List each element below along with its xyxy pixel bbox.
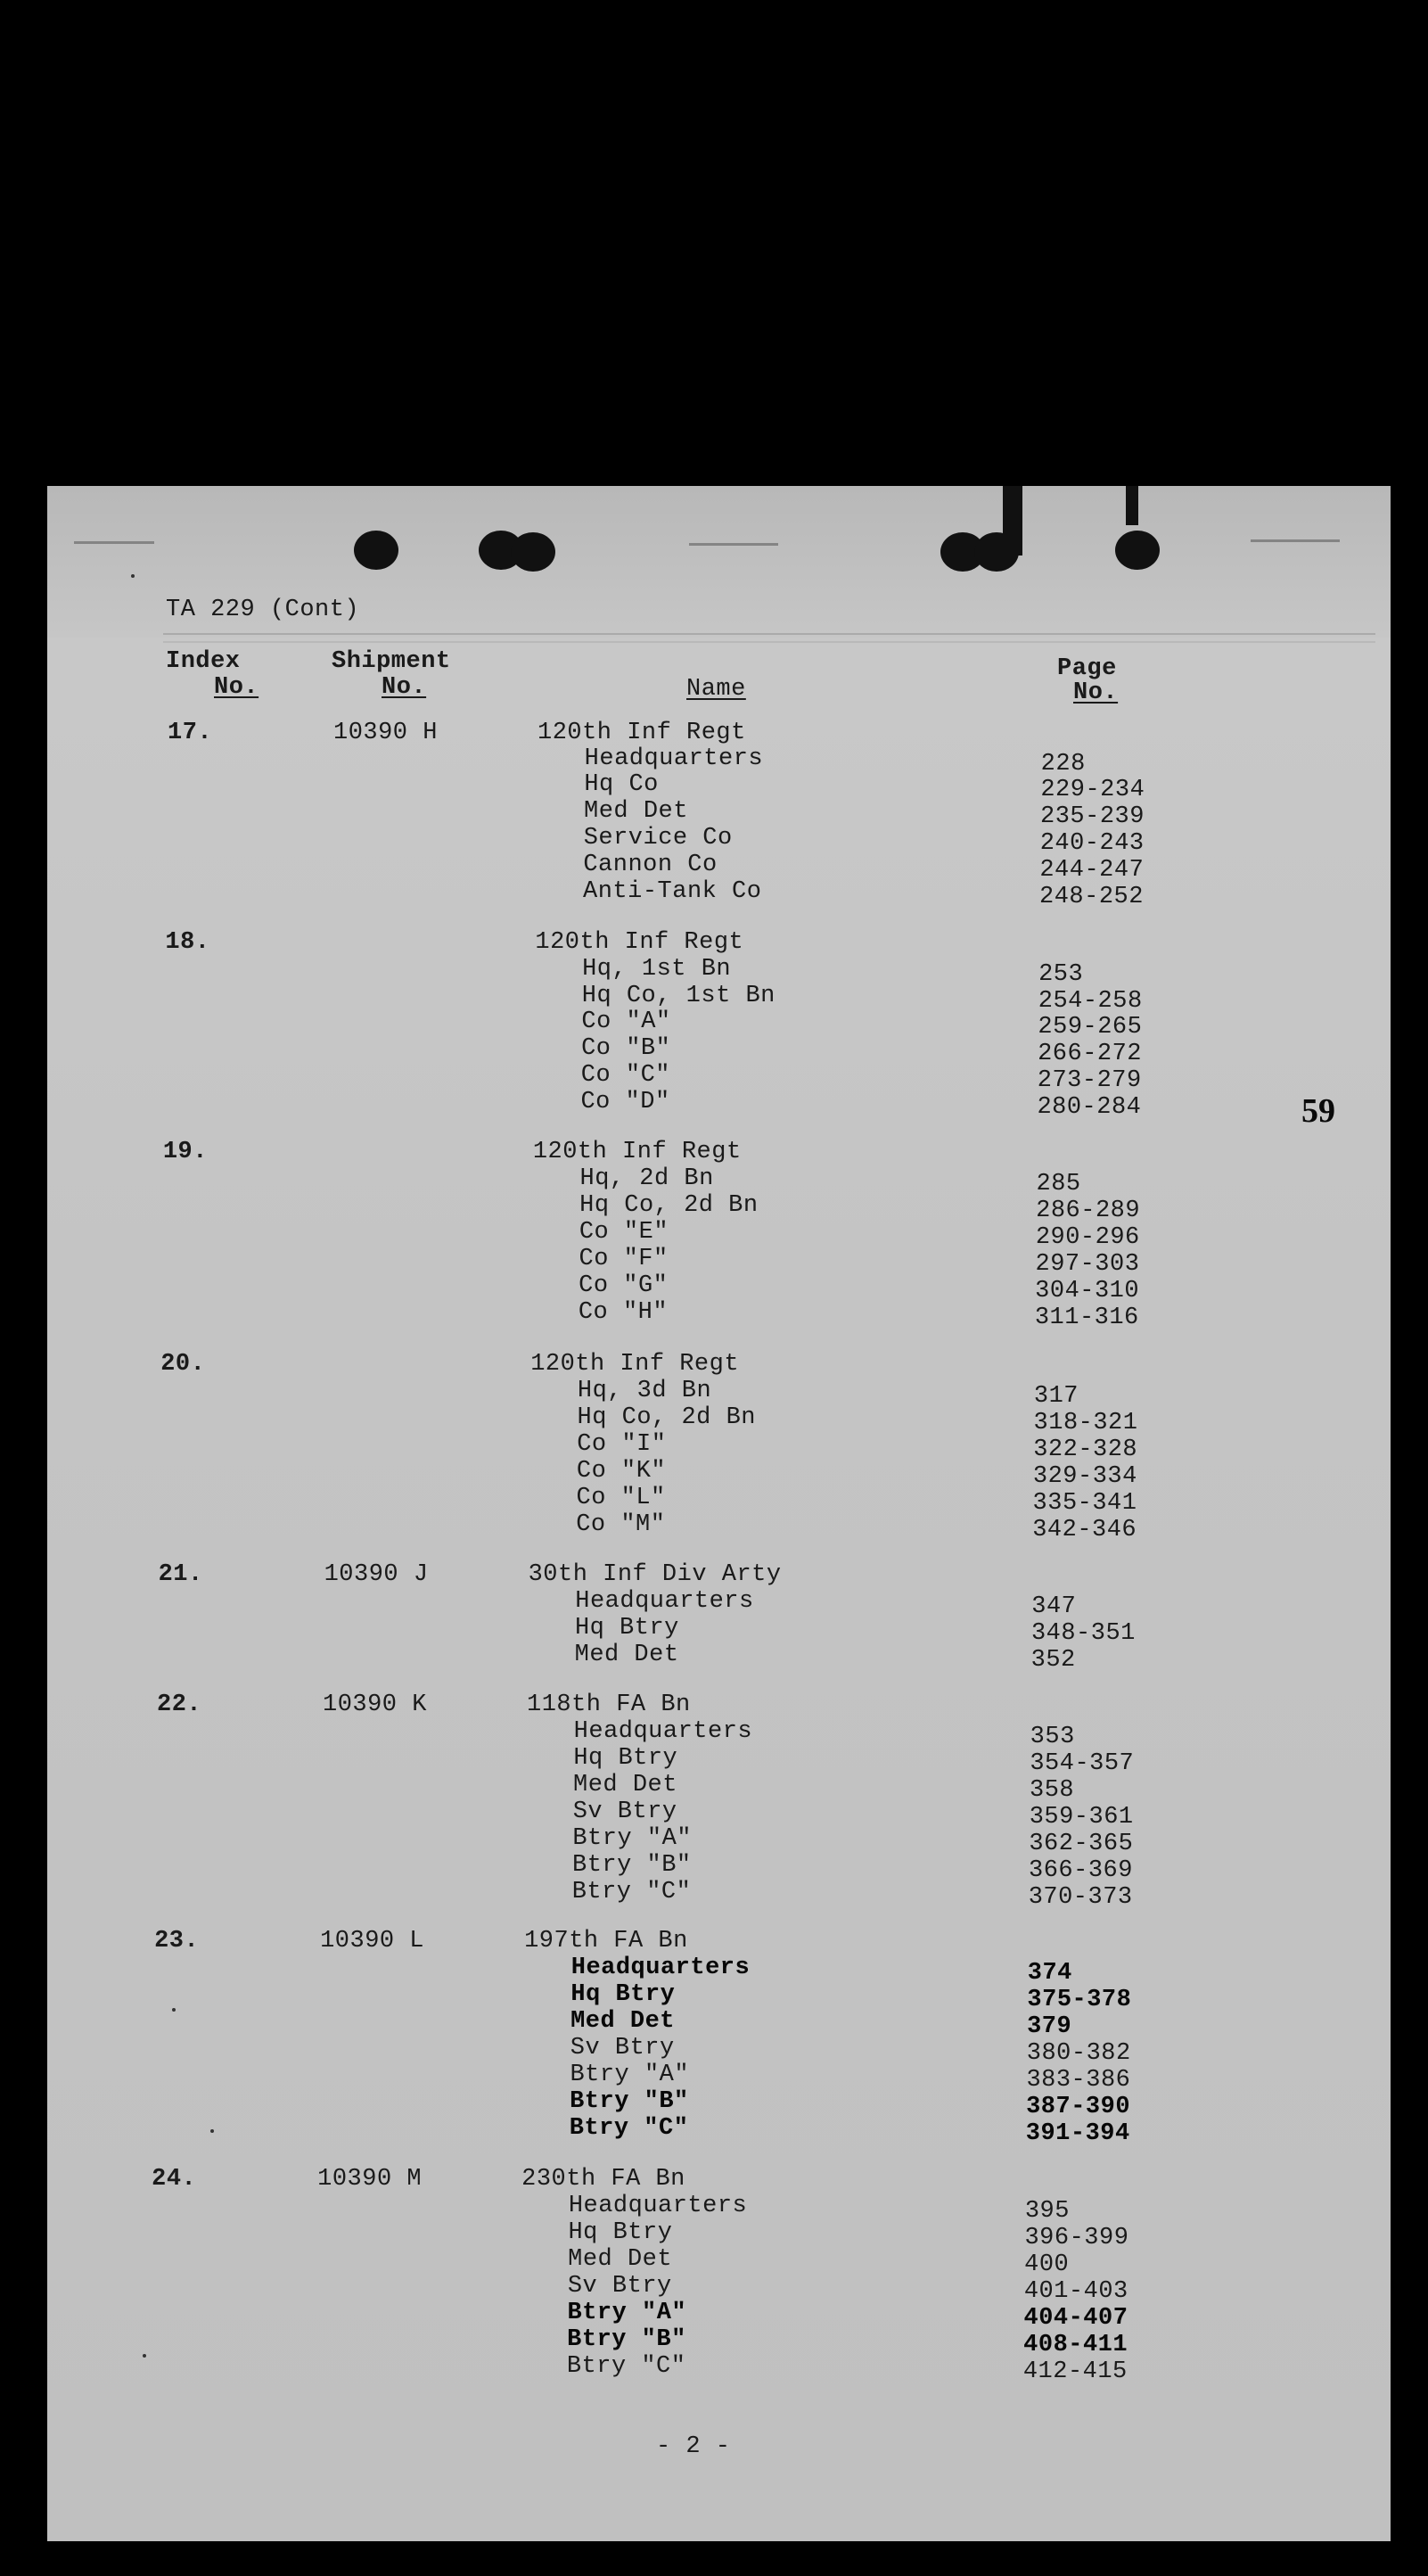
unit-name: Btry "B" (572, 1852, 692, 1879)
unit-name: Anti-Tank Co (583, 878, 762, 905)
paper-speck (172, 2008, 176, 2012)
paper-speck (143, 2354, 146, 2358)
header-index-line1: Index (166, 648, 241, 675)
page-range: 396-399 (1024, 2225, 1129, 2251)
page-range: 235-239 (1040, 803, 1145, 830)
page-range: 366-369 (1029, 1857, 1133, 1884)
shipment-number: 10390 K (323, 1691, 427, 1718)
page-range: 228 (1040, 751, 1086, 778)
unit-name: Headquarters (584, 745, 764, 772)
page-range: 354-357 (1030, 1750, 1135, 1777)
page-range: 370-373 (1028, 1884, 1133, 1911)
unit-name: Hq Btry (570, 1981, 676, 2008)
index-number: 17. (168, 720, 213, 746)
unit-name: Service Co (583, 825, 733, 852)
index-number: 20. (160, 1351, 206, 1378)
unit-name: Hq Co (584, 771, 659, 798)
unit-name: Co "M" (576, 1511, 666, 1538)
unit-name: Co "B" (581, 1035, 671, 1062)
fold-mark (689, 543, 778, 546)
regiment-name: 120th Inf Regt (538, 720, 746, 746)
page-range: 259-265 (1038, 1014, 1143, 1041)
unit-name: Headquarters (568, 2193, 748, 2219)
index-number: 24. (152, 2166, 197, 2193)
regiment-name: 120th Inf Regt (535, 929, 744, 956)
header-shipment-line2: No. (382, 674, 427, 701)
page-range: 395 (1024, 2198, 1070, 2225)
page-range: 348-351 (1030, 1620, 1136, 1647)
unit-name: Co "G" (579, 1272, 669, 1299)
unit-name: Co "K" (576, 1458, 667, 1485)
header-page-line2: No. (1073, 679, 1119, 706)
page-range: 273-279 (1037, 1067, 1142, 1094)
page-range: 229-234 (1040, 777, 1145, 803)
page-range: 352 (1030, 1647, 1076, 1674)
page-range: 329-334 (1032, 1463, 1137, 1490)
paper-speck (131, 574, 135, 578)
page-range: 347 (1031, 1593, 1077, 1620)
page-range: 412-415 (1022, 2358, 1128, 2385)
shipment-number: 10390 L (320, 1928, 425, 1955)
paper-speck (210, 2129, 214, 2133)
unit-name: Btry "A" (572, 1825, 692, 1852)
unit-name: Btry "B" (570, 2088, 689, 2115)
shipment-number: 10390 H (333, 720, 438, 746)
unit-name: Hq Co, 2d Bn (579, 1192, 759, 1219)
page-range: 362-365 (1029, 1831, 1134, 1857)
page-range: 374 (1027, 1960, 1072, 1987)
page-footer: - 2 - (656, 2433, 731, 2460)
unit-name: Hq Co, 2d Bn (577, 1404, 756, 1431)
page-range: 266-272 (1038, 1041, 1143, 1067)
page-range: 322-328 (1033, 1436, 1138, 1463)
punch-hole (511, 532, 555, 572)
regiment-name: 197th FA Bn (524, 1928, 688, 1955)
index-number: 21. (158, 1561, 203, 1588)
unit-name: Co "F" (579, 1246, 669, 1272)
unit-name: Hq Btry (573, 1745, 678, 1772)
page-range: 280-284 (1037, 1094, 1142, 1121)
unit-name: Co "I" (577, 1431, 667, 1458)
shipment-number: 10390 M (317, 2166, 423, 2193)
page-range: 353 (1030, 1724, 1075, 1750)
header-shipment-line1: Shipment (332, 648, 451, 675)
unit-name: Btry "A" (567, 2300, 687, 2326)
unit-name: Med Det (584, 798, 688, 825)
unit-name: Med Det (573, 1772, 677, 1798)
page-range: 240-243 (1039, 830, 1145, 857)
document-sheet (47, 486, 1391, 2541)
unit-name: Headquarters (575, 1588, 754, 1615)
page-range: 297-303 (1035, 1251, 1140, 1278)
page-range: 318-321 (1033, 1410, 1138, 1436)
page-range: 404-407 (1023, 2305, 1128, 2332)
regiment-name: 30th Inf Div Arty (528, 1561, 782, 1588)
page-range: 408-411 (1023, 2332, 1128, 2358)
unit-name: Med Det (568, 2246, 673, 2273)
page-range: 335-341 (1032, 1490, 1137, 1517)
fold-mark (74, 541, 154, 544)
index-number: 18. (165, 929, 210, 956)
page-range: 401-403 (1023, 2278, 1128, 2305)
shipment-number: 10390 J (324, 1561, 429, 1588)
header-page-line1: Page (1057, 655, 1117, 682)
unit-name: Sv Btry (570, 2035, 675, 2062)
index-number: 19. (162, 1139, 208, 1165)
unit-name: Hq Btry (574, 1615, 679, 1642)
page-range: 286-289 (1036, 1197, 1141, 1224)
page-range: 254-258 (1038, 988, 1143, 1015)
unit-name: Headquarters (573, 1718, 753, 1745)
unit-name: Co "A" (581, 1008, 671, 1035)
unit-name: Hq, 3d Bn (577, 1378, 712, 1404)
regiment-name: 118th FA Bn (527, 1691, 691, 1718)
unit-name: Cannon Co (583, 852, 718, 878)
page-range: 359-361 (1029, 1804, 1134, 1831)
unit-name: Sv Btry (572, 1798, 677, 1825)
page-range: 391-394 (1025, 2120, 1130, 2147)
header-rule (163, 641, 1375, 643)
unit-name: Btry "A" (570, 2062, 690, 2088)
unit-name: Med Det (574, 1642, 679, 1668)
unit-name: Co "D" (580, 1089, 670, 1115)
regiment-name: 120th Inf Regt (532, 1139, 742, 1165)
page-range: 311-316 (1034, 1304, 1139, 1331)
header-rule (163, 633, 1375, 635)
unit-name: Btry "B" (567, 2326, 686, 2353)
page-range: 285 (1036, 1171, 1081, 1197)
binder-clip (1003, 486, 1022, 556)
page-range: 387-390 (1026, 2094, 1131, 2120)
unit-name: Co "E" (579, 1219, 669, 1246)
unit-name: Co "H" (578, 1299, 669, 1326)
page-range: 358 (1030, 1777, 1075, 1804)
page-range: 317 (1033, 1383, 1079, 1410)
unit-name: Sv Btry (567, 2273, 672, 2300)
binder-clip (1126, 486, 1138, 525)
unit-name: Hq Btry (568, 2219, 673, 2246)
page-range: 304-310 (1035, 1278, 1140, 1304)
page-range: 400 (1024, 2251, 1070, 2278)
fold-mark (1251, 539, 1340, 542)
unit-name: Co "L" (576, 1485, 666, 1511)
page-range: 380-382 (1026, 2040, 1131, 2067)
page-range: 248-252 (1039, 884, 1144, 910)
unit-name: Hq, 1st Bn (582, 956, 732, 983)
unit-name: Btry "C" (569, 2115, 689, 2142)
page-range: 244-247 (1039, 857, 1145, 884)
unit-name: Btry "C" (571, 1879, 692, 1905)
page-range: 375-378 (1027, 1987, 1132, 2013)
unit-name: Med Det (570, 2008, 676, 2035)
header-name: Name (686, 676, 746, 703)
header-index-line2: No. (214, 674, 259, 701)
unit-name: Btry "C" (566, 2353, 686, 2380)
punch-hole (1115, 531, 1160, 570)
document-title: TA 229 (Cont) (166, 597, 360, 623)
page-range: 383-386 (1026, 2067, 1131, 2094)
unit-name: Hq Co, 1st Bn (581, 983, 776, 1009)
regiment-name: 120th Inf Regt (530, 1351, 740, 1378)
page-range: 342-346 (1032, 1517, 1137, 1543)
page-range: 253 (1038, 961, 1084, 988)
page-range: 379 (1027, 2013, 1072, 2040)
punch-hole (354, 531, 398, 570)
regiment-name: 230th FA Bn (521, 2166, 685, 2193)
page-stamp-number: 59 (1301, 1092, 1335, 1130)
page-range: 290-296 (1035, 1224, 1140, 1251)
unit-name: Hq, 2d Bn (579, 1165, 714, 1192)
index-number: 23. (154, 1928, 200, 1955)
unit-name: Headquarters (570, 1955, 751, 1981)
index-number: 22. (157, 1691, 202, 1718)
unit-name: Co "C" (580, 1062, 670, 1089)
